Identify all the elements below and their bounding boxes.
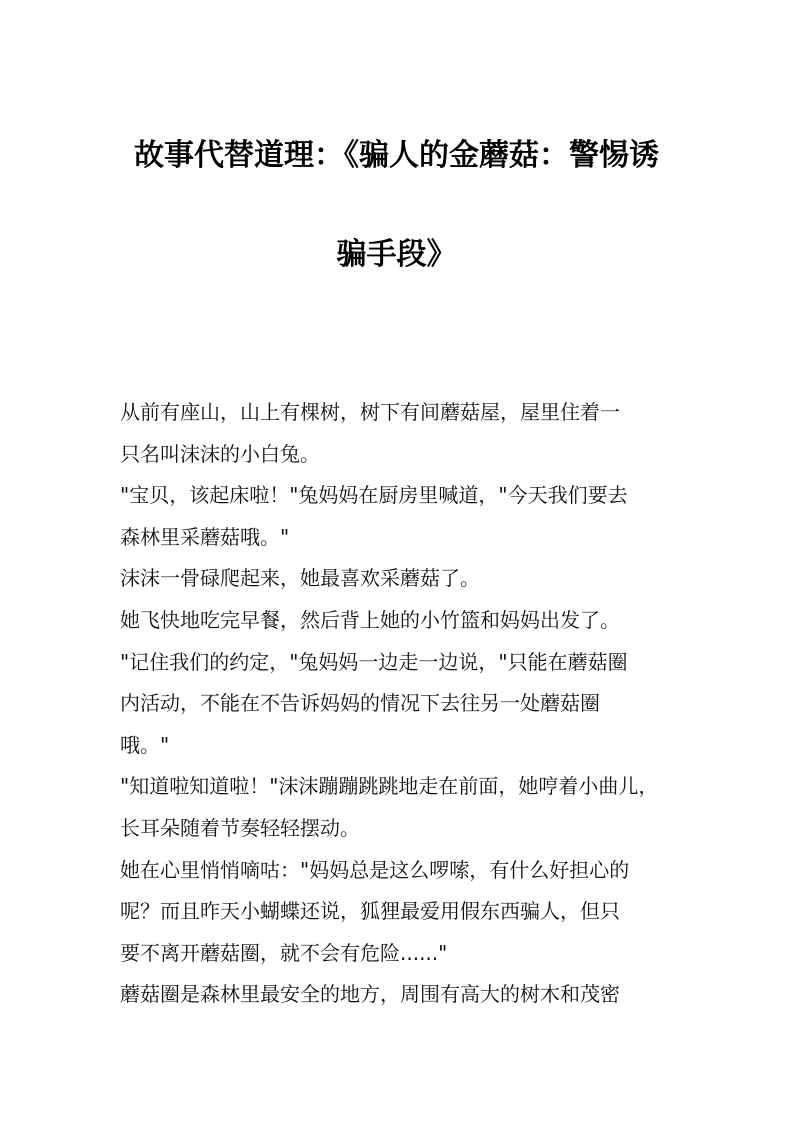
body-line: "宝贝，该起床啦！"兔妈妈在厨房里喊道，"今天我们要去 [120, 483, 628, 508]
body-line: 内活动，不能在不告诉妈妈的情况下去往另一处蘑菇圈 [120, 691, 600, 716]
document-title-line-1: 故事代替道理：《骗人的金蘑菇：警惕诱 [134, 138, 659, 173]
body-line: 呢？而且昨天小蝴蝶还说，狐狸最爱用假东西骗人，但只 [120, 899, 620, 924]
body-line: "记住我们的约定，"兔妈妈一边走一边说，"只能在蘑菇圈 [120, 649, 628, 674]
body-line: 要不离开蘑菇圈，就不会有危险......" [120, 940, 448, 965]
body-line: 哦。" [120, 732, 170, 757]
body-line: 沫沫一骨碌爬起来，她最喜欢采蘑菇了。 [120, 566, 480, 591]
body-line: 长耳朵随着节奏轻轻摆动。 [120, 815, 360, 840]
body-line: 从前有座山，山上有棵树，树下有间蘑菇屋，屋里住着一 [120, 400, 620, 424]
body-line: 她在心里悄悄嘀咕："妈妈总是这么啰嗦，有什么好担心的 [120, 857, 630, 882]
body-line: 只名叫沫沫的小白兔。 [120, 441, 320, 466]
document-title-line-2: 骗手段》 [336, 237, 457, 272]
body-line: 森林里采蘑菇哦。" [120, 524, 290, 549]
body-line: 她飞快地吃完早餐，然后背上她的小竹篮和妈妈出发了。 [120, 607, 620, 632]
document-body [120, 392, 700, 1016]
body-line: 蘑菇圈是森林里最安全的地方，周围有高大的树木和茂密 [120, 982, 620, 1007]
body-line: "知道啦知道啦！"沫沫蹦蹦跳跳地走在前面，她哼着小曲儿， [120, 774, 659, 799]
